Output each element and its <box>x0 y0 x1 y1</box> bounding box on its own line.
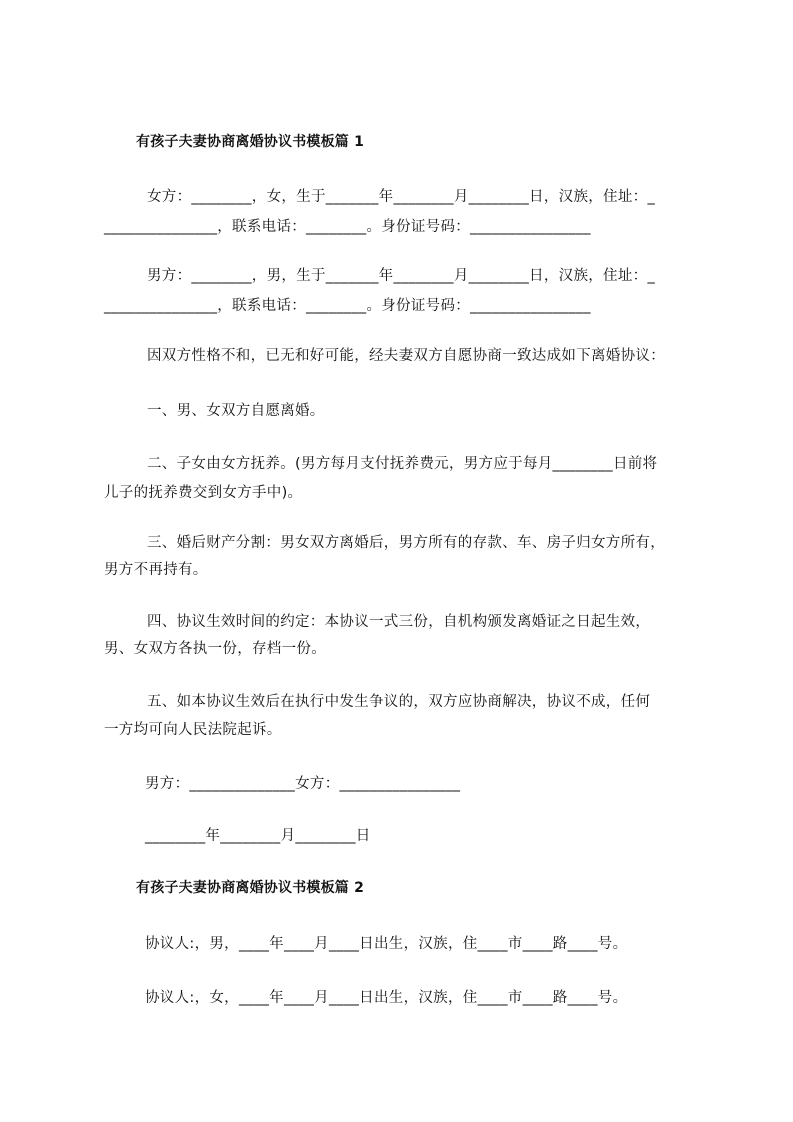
section-heading-2: 有孩子夫妻协商离婚协议书模板篇 2 <box>136 880 365 896</box>
section-heading-1: 有孩子夫妻协商离婚协议书模板篇 1 <box>136 134 365 150</box>
signature-line: 男方：______________女方：________________ <box>145 776 461 792</box>
female-party-line-2: _______________，联系电话：________。身份证号码：________________ <box>104 219 591 235</box>
female-party-line-1: 女方：________，女，生于_______年________月________日，汉族，住址：_ <box>147 189 655 205</box>
male-party-line-1: 男方：________，男，生于_______年________月________日，汉族，住址：_ <box>147 268 655 284</box>
party-line-1: 协议人:，男，____年____月____日出生，汉族，住____市____路____号。 <box>145 936 628 952</box>
clause-3-line-2: 男方不再持有。 <box>104 562 208 578</box>
date-line: ________年________月________日 <box>145 828 371 844</box>
clause-3-line-1: 三、婚后财产分割：男女双方离婚后，男方所有的存款、车、房子归女方所有， <box>147 535 665 551</box>
clause-5-line-2: 一方均可向人民法院起诉。 <box>104 722 282 738</box>
clause-2-line-1: 二、子女由女方抚养。(男方每月支付抚养费元，男方应于每月________日前将 <box>147 456 658 472</box>
party-line-2: 协议人:，女，____年____月____日出生，汉族，住____市____路____号。 <box>145 990 628 1006</box>
clause-1: 一、男、女双方自愿离婚。 <box>147 403 325 419</box>
reason-paragraph: 因双方性格不和，已无和好可能，经夫妻双方自愿协商一致达成如下离婚协议： <box>147 348 665 364</box>
clause-5-line-1: 五、如本协议生效后在执行中发生争议的，双方应协商解决，协议不成，任何 <box>147 694 651 710</box>
male-party-line-2: _______________，联系电话：________。身份证号码：________________ <box>104 298 591 314</box>
clause-4-line-1: 四、协议生效时间的约定：本协议一式三份，自机构颁发离婚证之日起生效， <box>147 614 651 630</box>
clause-4-line-2: 男、女双方各执一份，存档一份。 <box>104 641 326 657</box>
clause-2-line-2: 儿子的抚养费交到女方手中)。 <box>104 485 303 501</box>
